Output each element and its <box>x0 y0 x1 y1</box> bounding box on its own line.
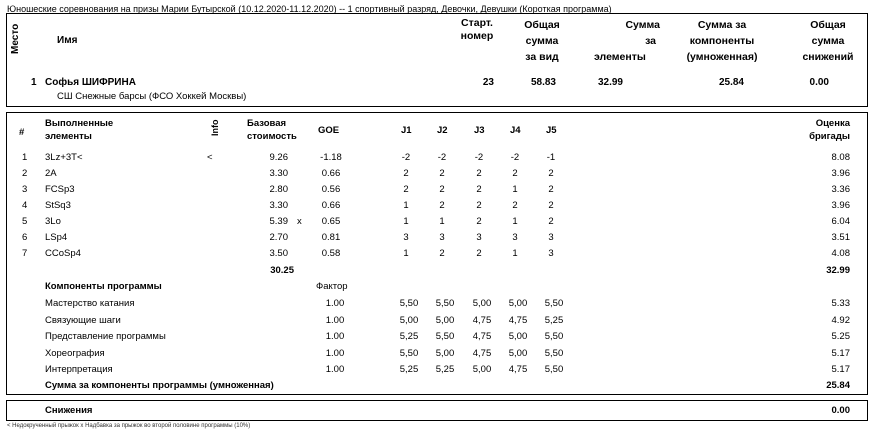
element-judge-3-mark: 3 <box>476 232 482 243</box>
components-total-label: Сумма за компоненты программы (умноженная) <box>45 380 274 391</box>
element-base-value: 2.70 <box>269 232 288 243</box>
component-judge-5-mark: 5,50 <box>544 347 564 359</box>
elements-total: 32.99 <box>826 265 850 276</box>
element-panel-score: 3.96 <box>831 200 850 211</box>
component-judge-5-mark: 5,25 <box>544 314 564 326</box>
element-code: 3Lz+3T< <box>45 152 83 163</box>
element-panel-score: 3.96 <box>831 168 850 179</box>
element-base-value: 5.39 <box>269 216 288 227</box>
element-judge-4-mark: 3 <box>512 232 518 243</box>
judge-1-header: J1 <box>401 125 412 136</box>
element-judge-3-mark: 2 <box>476 184 482 195</box>
element-info: < <box>207 152 213 163</box>
component-judge-1-mark: 5,50 <box>399 298 419 309</box>
element-judge-5-mark: 3 <box>548 248 554 259</box>
components-total: 25.84 <box>826 380 850 391</box>
element-number: 6 <box>22 232 28 243</box>
component-judge-1-mark: 5,25 <box>399 364 419 375</box>
skater-club: СШ Снежные барсы (ФСО Хоккей Москвы) <box>57 91 247 102</box>
component-judge-5-mark: 5,50 <box>544 298 564 309</box>
components-header: Компоненты программы <box>45 281 162 292</box>
component-judge-2-mark: 5,50 <box>435 298 455 309</box>
element-judge-1-mark: 2 <box>403 184 409 195</box>
component-judge-5-mark: 5,50 <box>544 331 564 342</box>
element-base-value: 2.80 <box>269 184 288 195</box>
element-goe: 0.56 <box>321 184 341 195</box>
start-number-header: Старт. номер <box>460 17 494 42</box>
component-factor: 1.00 <box>325 298 345 309</box>
component-panel-score: 5.25 <box>831 331 850 342</box>
element-base-value: 3.50 <box>269 248 288 259</box>
element-judge-3-mark: 2 <box>476 248 482 259</box>
component-judge-2-mark: 5,50 <box>435 331 455 342</box>
component-name: Мастерство катания <box>45 298 135 309</box>
component-judge-4-mark: 5,00 <box>508 347 528 359</box>
component-name: Представление программы <box>45 331 166 342</box>
element-judge-5-mark: -1 <box>546 152 556 163</box>
info-header: Info <box>210 119 220 136</box>
component-judge-1-mark: 5,00 <box>399 314 419 326</box>
component-factor: 1.00 <box>325 331 345 342</box>
component-factor: 1.00 <box>325 347 345 359</box>
element-bonus-mark: x <box>297 216 302 227</box>
element-judge-5-mark: 2 <box>548 184 554 195</box>
base-value-total: 30.25 <box>270 265 294 276</box>
component-judge-3-mark: 5,00 <box>472 364 492 375</box>
component-judge-2-mark: 5,25 <box>435 364 455 375</box>
element-code: CCoSp4 <box>45 248 81 259</box>
element-judge-2-mark: -2 <box>437 152 447 163</box>
deductions-box <box>6 400 868 421</box>
element-base-value: 3.30 <box>269 200 288 211</box>
component-panel-score: 5.17 <box>831 347 850 359</box>
element-judge-5-mark: 2 <box>548 168 554 179</box>
component-judge-2-mark: 5,00 <box>435 347 455 359</box>
component-name: Хореография <box>45 347 105 359</box>
judge-3-header: J3 <box>474 125 485 136</box>
element-goe: 0.66 <box>321 168 341 179</box>
element-judge-2-mark: 2 <box>439 248 445 259</box>
component-judge-2-mark: 5,00 <box>435 314 455 326</box>
skater-deductions: 0.00 <box>809 77 829 88</box>
element-judge-4-mark: 2 <box>512 168 518 179</box>
judge-4-header: J4 <box>510 125 521 136</box>
deductions-value: 0.00 <box>831 405 850 416</box>
component-panel-score: 5.33 <box>831 298 850 309</box>
component-judge-3-mark: 4,75 <box>472 314 492 326</box>
element-number: 2 <box>22 168 28 179</box>
element-panel-score: 3.51 <box>831 232 850 243</box>
goe-header: GOE <box>318 125 340 136</box>
element-judge-5-mark: 2 <box>548 200 554 211</box>
element-number: 7 <box>22 248 28 259</box>
component-factor: 1.00 <box>325 364 345 375</box>
component-judge-3-mark: 4,75 <box>472 331 492 342</box>
elements-header: Выполненные элементы <box>45 118 114 142</box>
element-goe: 0.65 <box>321 216 341 227</box>
judge-2-header: J2 <box>437 125 448 136</box>
element-judge-3-mark: 2 <box>476 200 482 211</box>
page-title: Юношеские соревнования на призы Марии Бутырской (10.12.2020-11.12.2020) -- 1 спортивный разряд, Девочки, Девушки (Короткая программа) <box>7 4 612 14</box>
component-panel-score: 5.17 <box>831 364 850 375</box>
skater-start-number: 23 <box>482 77 494 88</box>
component-judge-3-mark: 4,75 <box>472 347 492 359</box>
element-judge-4-mark: 1 <box>512 184 518 195</box>
element-judge-1-mark: 1 <box>403 200 409 211</box>
skater-components-sum: 25.84 <box>718 77 744 88</box>
element-judge-3-mark: 2 <box>476 168 482 179</box>
component-name: Интерпретация <box>45 364 113 375</box>
component-judge-3-mark: 5,00 <box>472 298 492 309</box>
element-judge-4-mark: 1 <box>512 216 518 227</box>
component-factor: 1.00 <box>325 314 345 326</box>
component-judge-5-mark: 5,50 <box>544 364 564 375</box>
component-judge-4-mark: 4,75 <box>508 364 528 375</box>
element-judge-4-mark: 2 <box>512 200 518 211</box>
element-goe: 0.66 <box>321 200 341 211</box>
component-name: Связующие шаги <box>45 314 121 326</box>
element-judge-1-mark: 3 <box>403 232 409 243</box>
element-panel-score: 8.08 <box>831 152 850 163</box>
element-base-value: 9.26 <box>269 152 288 163</box>
element-code: LSp4 <box>45 232 68 243</box>
element-number: 5 <box>22 216 28 227</box>
place-header: Место <box>10 23 21 54</box>
element-judge-1-mark: -2 <box>401 152 411 163</box>
element-judge-2-mark: 2 <box>439 200 445 211</box>
element-panel-score: 4.08 <box>831 248 850 259</box>
element-number: 3 <box>22 184 28 195</box>
element-judge-1-mark: 1 <box>403 248 409 259</box>
name-header: Имя <box>57 35 78 46</box>
panel-score-header: Оценка бригады <box>809 118 850 142</box>
base-value-header: Базовая стоимость <box>247 118 297 142</box>
skater-place: 1 <box>31 77 37 88</box>
skater-total: 58.83 <box>530 77 556 88</box>
element-goe: 0.81 <box>321 232 341 243</box>
element-code: 3Lo <box>45 216 61 227</box>
judge-5-header: J5 <box>546 125 557 136</box>
element-judge-4-mark: 1 <box>512 248 518 259</box>
deductions-header: Общая сумма снижений <box>802 19 854 63</box>
element-judge-2-mark: 3 <box>439 232 445 243</box>
elements-sum-header: Сумма за элементы <box>594 19 660 63</box>
element-goe: -1.18 <box>320 152 342 163</box>
deductions-label: Снижения <box>45 405 93 416</box>
skater-elements-sum: 32.99 <box>597 77 623 88</box>
skater-name: Софья ШИФРИНА <box>45 77 136 88</box>
component-judge-4-mark: 4,75 <box>508 314 528 326</box>
component-judge-1-mark: 5,50 <box>399 347 419 359</box>
element-number-header: # <box>19 127 25 138</box>
element-judge-1-mark: 2 <box>403 168 409 179</box>
element-code: 2A <box>45 168 57 179</box>
element-judge-2-mark: 2 <box>439 184 445 195</box>
element-judge-2-mark: 1 <box>439 216 445 227</box>
element-judge-1-mark: 1 <box>403 216 409 227</box>
element-base-value: 3.30 <box>269 168 288 179</box>
total-header: Общая сумма за вид <box>524 19 560 63</box>
element-judge-3-mark: -2 <box>474 152 484 163</box>
component-judge-4-mark: 5,00 <box>508 298 528 309</box>
element-judge-4-mark: -2 <box>510 152 520 163</box>
factor-header: Фактор <box>316 281 348 292</box>
element-judge-5-mark: 2 <box>548 216 554 227</box>
element-judge-2-mark: 2 <box>439 168 445 179</box>
element-number: 4 <box>22 200 28 211</box>
element-judge-3-mark: 2 <box>476 216 482 227</box>
component-panel-score: 4.92 <box>831 314 850 326</box>
footnote: < Недокрученный прыжок x Надбавка за прыжок во второй половине программы (10%) <box>7 423 251 429</box>
element-code: StSq3 <box>45 200 71 211</box>
element-panel-score: 6.04 <box>831 216 850 227</box>
component-judge-1-mark: 5,25 <box>399 331 419 342</box>
element-number: 1 <box>22 152 28 163</box>
element-panel-score: 3.36 <box>831 184 850 195</box>
element-judge-5-mark: 3 <box>548 232 554 243</box>
element-goe: 0.58 <box>321 248 341 259</box>
components-sum-header: Сумма за компоненты (умноженная) <box>686 19 758 63</box>
element-code: FCSp3 <box>45 184 75 195</box>
component-judge-4-mark: 5,00 <box>508 331 528 342</box>
